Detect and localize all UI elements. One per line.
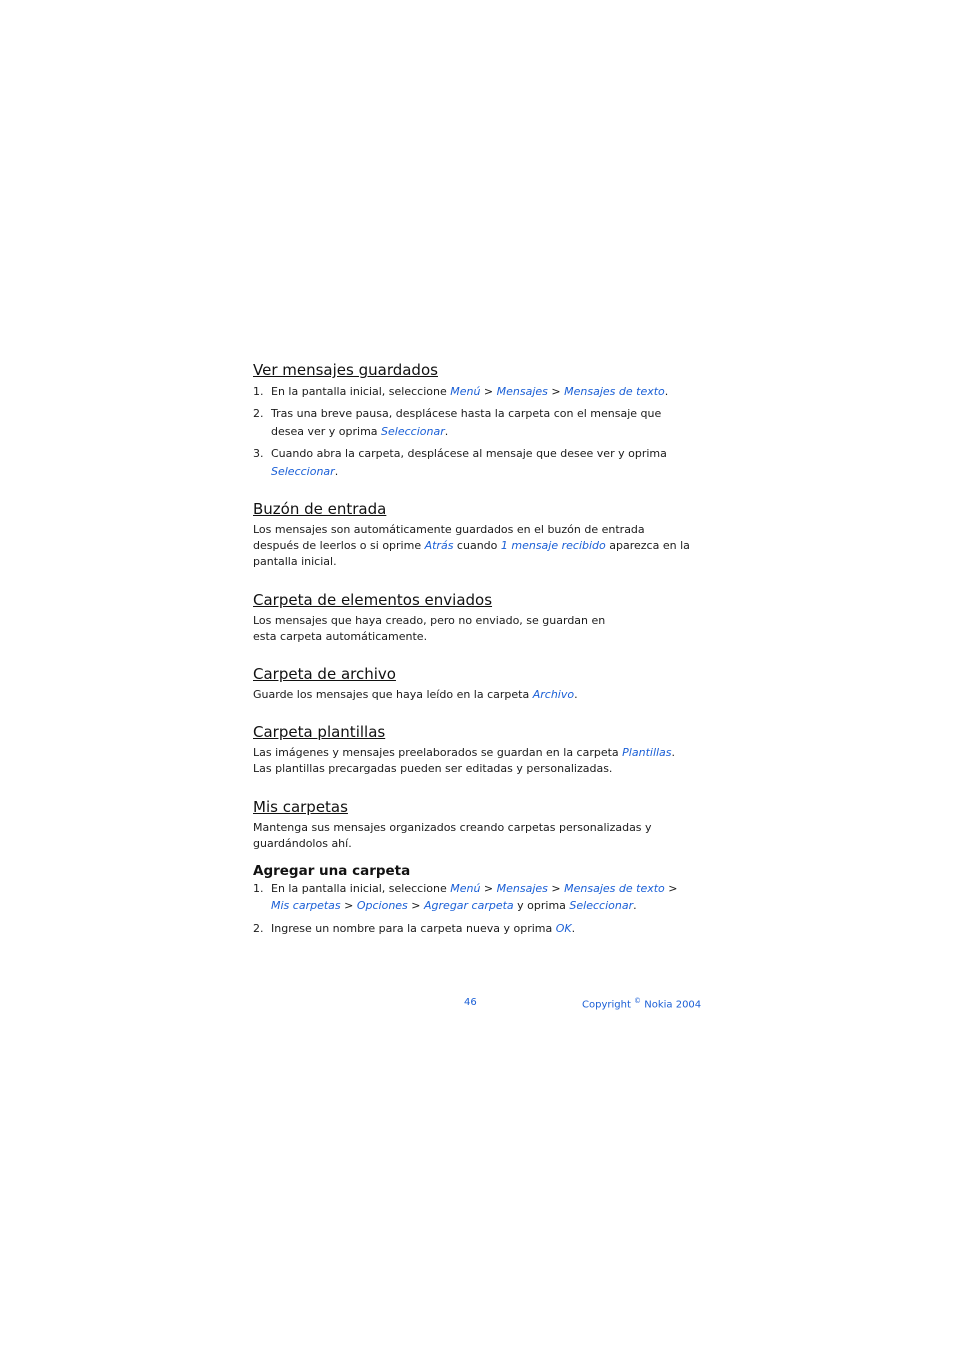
section-title-archivo: Carpeta de archivo	[253, 665, 396, 683]
para-mis-carpetas: Mantenga sus mensajes organizados creando carpetas personalizadas y guardándolos ahí.	[253, 821, 652, 850]
ok-link[interactable]: OK	[555, 922, 572, 935]
section-title-plantillas: Carpeta plantillas	[253, 723, 386, 741]
section-title-buzon: Buzón de entrada	[253, 500, 387, 518]
mis-carpetas-link[interactable]: Mis carpetas	[271, 899, 341, 912]
page-number: 46	[464, 997, 477, 1008]
archivo-link[interactable]: Archivo	[532, 688, 575, 701]
para-archivo: Guarde los mensajes que haya leído en la carpeta Archivo.	[253, 688, 578, 701]
plantillas-link[interactable]: Plantillas	[622, 746, 672, 759]
list-item: 1. En la pantalla inicial, seleccione Menú > Mensajes > Mensajes de texto > Mis carpetas > Opciones > Agregar carpeta y oprima Seleccionar.	[253, 882, 678, 912]
agregar-carpeta-link[interactable]: Agregar carpeta	[424, 899, 514, 912]
seleccionar-link[interactable]: Seleccionar	[569, 899, 634, 912]
para-plantillas: Las imágenes y mensajes preelaborados se guardan en la carpeta Plantillas. Las plantillas precargadas pueden ser editadas y personalizadas.	[253, 746, 676, 775]
page-content	[253, 360, 693, 938]
list-item: 3. Cuando abra la carpeta, desplácese al mensaje que desee ver y oprima Seleccionar.	[253, 447, 667, 478]
section-title-mis-carpetas: Mis carpetas	[253, 798, 348, 816]
copyright: Copyright © Nokia 2004	[582, 997, 702, 1011]
list-item: 2. Tras una breve pausa, desplácese hasta la carpeta con el mensaje que desea ver y oprima Seleccionar.	[253, 407, 662, 438]
mensajes-link[interactable]: Mensajes	[496, 385, 548, 398]
mensajes-texto-link[interactable]: Mensajes de texto	[564, 385, 665, 398]
mensajes-texto-link[interactable]: Mensajes de texto	[564, 882, 665, 895]
mensaje-recibido-link[interactable]: 1 mensaje recibido	[500, 539, 606, 552]
section-title-enviados: Carpeta de elementos enviados	[253, 591, 493, 609]
seleccionar-link[interactable]: Seleccionar	[271, 465, 335, 478]
subsection-title-agregar: Agregar una carpeta	[253, 863, 411, 879]
list-item: 1. En la pantalla inicial, seleccione Menú > Mensajes > Mensajes de texto.	[253, 385, 669, 398]
opciones-link[interactable]: Opciones	[356, 899, 408, 912]
seleccionar-link[interactable]: Seleccionar	[381, 425, 445, 438]
section-title-ver-mensajes: Ver mensajes guardados	[253, 361, 438, 379]
menu-link[interactable]: Menú	[450, 882, 481, 895]
steps-ver-mensajes	[253, 383, 693, 481]
list-item: 2. Ingrese un nombre para la carpeta nueva y oprima OK.	[253, 922, 576, 935]
para-enviados: Los mensajes que haya creado, pero no enviado, se guardan en esta carpeta automáticamente.	[253, 614, 606, 643]
menu-link[interactable]: Menú	[450, 385, 481, 398]
atras-link[interactable]: Atrás	[424, 539, 454, 552]
mensajes-link[interactable]: Mensajes	[496, 882, 548, 895]
steps-agregar-carpeta	[253, 880, 693, 938]
para-buzon: Los mensajes son automáticamente guardados en el buzón de entrada después de leerlos o si oprime Atrás cuando 1 mensaje recibido aparezca en la pantalla inicial.	[253, 523, 690, 568]
